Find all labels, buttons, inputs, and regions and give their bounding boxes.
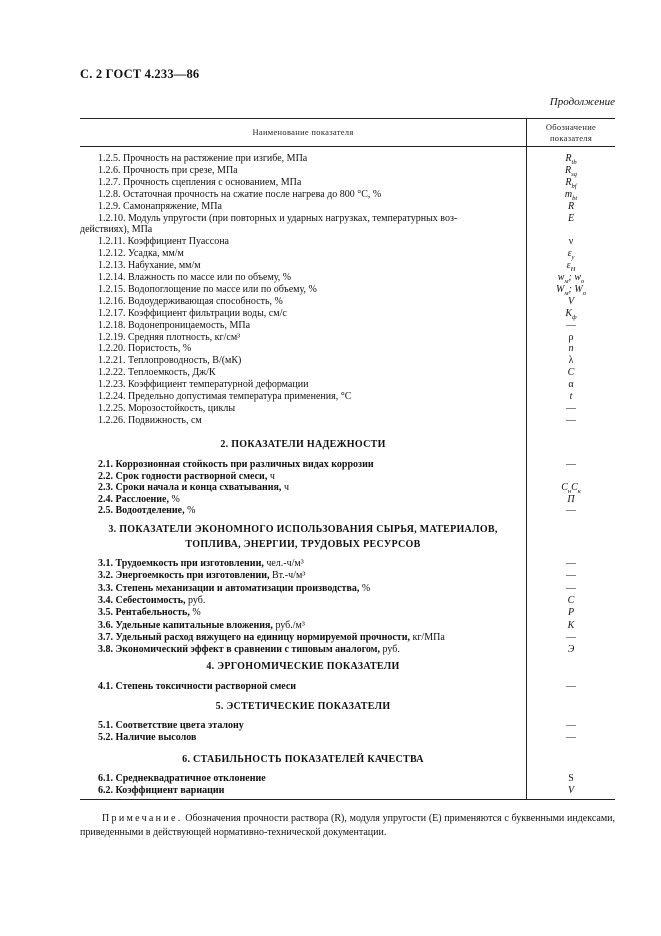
row-label: Наличие высолов	[113, 732, 197, 743]
table-row	[80, 343, 526, 355]
row-label: Экономический эффект в сравнении с типовым аналогом,	[113, 644, 380, 656]
row-unit: руб./м³	[272, 619, 305, 631]
table-row	[80, 153, 526, 165]
row-number: 1.2.13.	[98, 260, 126, 272]
table-row	[80, 260, 526, 272]
row-number: 2.4.	[98, 493, 113, 505]
row-number: 6.2.	[98, 785, 113, 796]
row-label: Средняя плотность, кг/см³	[125, 331, 241, 343]
row-label: Теплопроводность, В/(мК)	[125, 355, 242, 367]
row-symbol: $R_{tb}$	[565, 153, 577, 166]
row-number: 3.4.	[98, 594, 113, 606]
table-row	[80, 284, 526, 296]
row-number: 1.2.24.	[98, 391, 126, 402]
column-header-symbol-2: показателя	[549, 133, 593, 143]
page-header: С. 2 ГОСТ 4.233—86	[80, 67, 200, 81]
row-number: 1.2.17.	[98, 307, 126, 319]
row-number: 1.2.10.	[98, 212, 126, 224]
row-symbol: п	[568, 343, 574, 355]
row-unit: руб.	[380, 644, 400, 656]
row-symbol: $\varepsilon_H$	[566, 260, 576, 274]
section-6-title: 6. СТАБИЛЬНОСТЬ ПОКАЗАТЕЛЕЙ КАЧЕСТВА	[182, 754, 424, 765]
row-symbol: —	[566, 570, 576, 582]
row-label: Трудоемкость при изготовлении,	[113, 558, 264, 569]
table-note	[80, 812, 615, 840]
row-label: Модуль упругости (при повторных и ударных нагрузках, температурных воз-	[125, 212, 458, 224]
table-row	[80, 459, 526, 471]
row-label: Соответствие цвета эталону	[113, 720, 244, 731]
table-row	[80, 165, 526, 177]
row-number: 1.2.23.	[98, 379, 126, 391]
row-unit: %	[184, 505, 196, 516]
table-row	[80, 213, 526, 225]
row-symbol: —	[566, 414, 576, 426]
row-number: 2.3.	[98, 482, 113, 493]
table-row	[80, 403, 526, 415]
row-symbol: V	[567, 785, 575, 796]
table-row	[80, 558, 526, 570]
row-label: Расслоение,	[113, 493, 169, 505]
row-number: 5.1.	[98, 720, 113, 731]
row-label: Коррозионная стойкость при различных видах коррозии	[113, 459, 374, 470]
row-number: 3.7.	[98, 631, 113, 643]
row-number: 1.2.19.	[98, 331, 126, 343]
row-unit: чел.-ч/м³	[263, 558, 304, 569]
row-label: Удельные капитальные вложения,	[113, 619, 273, 631]
row-number: 1.2.7.	[98, 176, 121, 188]
table-row	[80, 644, 526, 656]
row-unit: %	[359, 582, 371, 594]
table-row	[80, 272, 526, 284]
table-row	[80, 332, 526, 344]
table-row	[80, 505, 526, 517]
row-label: Прочность при срезе, МПа	[120, 164, 238, 176]
table-row	[80, 482, 526, 494]
row-number: 1.2.26.	[98, 414, 126, 426]
row-label: Водопоглощение по массе или по объему, %	[125, 283, 317, 295]
table-header-rule	[80, 146, 615, 147]
table-row	[80, 391, 526, 403]
row-number: 1.2.21.	[98, 355, 126, 367]
row-label: Коэффициент Пуассона	[125, 236, 229, 248]
table-row	[80, 248, 526, 260]
row-unit: Вт.-ч/м³	[269, 570, 306, 582]
row-label: Удельный расход вяжущего на единицу нормируемой прочности,	[113, 631, 410, 643]
row-unit: %	[169, 493, 180, 505]
table-row	[80, 570, 526, 582]
row-number: 1.2.8.	[98, 188, 121, 200]
row-symbol: t	[569, 391, 573, 402]
table-row	[80, 494, 526, 506]
column-header-symbol-1: Обозначение	[545, 122, 597, 132]
row-label: Морозостойкость, циклы	[125, 402, 236, 414]
column-header-name: Наименование показателя	[252, 127, 354, 137]
table-row	[80, 367, 526, 379]
row-label: Сроки начала и конца схватывания,	[113, 482, 282, 493]
row-label: Коэффициент фильтрации воды, см/с	[125, 307, 287, 319]
row-symbol: —	[566, 681, 576, 692]
row-label: Степень механизации и автоматизации производства,	[113, 582, 360, 594]
row-label: Прочность сцепления с основанием, МПа	[120, 176, 302, 188]
row-symbol: —	[566, 402, 576, 414]
table-row	[80, 296, 526, 308]
table-row	[80, 379, 526, 391]
row-label: Самонапряжение, МПа	[120, 200, 222, 212]
row-symbol: $R_{sq}$	[565, 164, 577, 178]
row-unit: кг/МПа	[409, 631, 445, 643]
row-symbol: $w_м$; $w_о$	[557, 272, 585, 285]
row-symbol: E	[567, 212, 575, 224]
row-symbol: $\varepsilon_y$	[567, 248, 575, 262]
row-symbol: C	[567, 367, 575, 379]
row-symbol: R	[567, 200, 575, 212]
row-number: 2.2.	[98, 470, 113, 482]
row-number: 1.2.15.	[98, 283, 126, 295]
section-5-title: 5. ЭСТЕТИЧЕСКИЕ ПОКАЗАТЕЛИ	[215, 701, 391, 712]
row-symbol: —	[566, 631, 576, 643]
table-row	[80, 201, 526, 213]
row-symbol: C	[567, 594, 575, 606]
row-unit: ч	[281, 482, 289, 493]
table-row	[80, 355, 526, 367]
table-row	[80, 785, 526, 797]
row-number: 1.2.12.	[98, 248, 126, 260]
table-row	[80, 620, 526, 632]
row-number: 1.2.20.	[98, 343, 126, 355]
row-label: Теплоемкость, Дж/К	[125, 367, 216, 379]
row-label: Среднеквадратичное отклонение	[113, 773, 266, 784]
table-row	[80, 236, 526, 248]
table-row	[80, 773, 526, 785]
row-symbol: $m_{bt}$	[564, 188, 578, 202]
row-symbol: —	[566, 582, 576, 594]
row-symbol: S	[568, 773, 574, 784]
row-number: 3.6.	[98, 619, 113, 631]
row-label: Остаточная прочность на сжатие после нагрева до 800 °С, %	[120, 188, 382, 200]
section-3-title-line1: 3. ПОКАЗАТЕЛИ ЭКОНОМНОГО ИСПОЛЬЗОВАНИЯ СЫРЬЯ, МАТЕРИАЛОВ,	[108, 524, 498, 535]
row-symbol: α	[568, 379, 574, 391]
continuation-label: Продолжение	[549, 96, 615, 108]
row-number: 1.2.16.	[98, 295, 126, 307]
row-number: 1.2.22.	[98, 367, 126, 379]
row-number: 2.1.	[98, 459, 113, 470]
row-number: 3.1.	[98, 558, 113, 569]
row-number: 1.2.14.	[98, 272, 126, 283]
table-row	[80, 308, 526, 320]
table-row	[80, 320, 526, 332]
row-symbol: Э	[567, 644, 575, 656]
row-number: 6.1.	[98, 773, 113, 784]
row-symbol: —	[566, 732, 576, 743]
row-number: 1.2.6.	[98, 164, 121, 176]
table-row	[80, 583, 526, 595]
table-row	[80, 224, 526, 236]
row-number: 1.2.25.	[98, 402, 126, 414]
row-symbol: ν	[568, 236, 574, 248]
row-symbol: —	[566, 459, 576, 470]
row-symbol: —	[566, 720, 576, 731]
section-4-title: 4. ЭРГОНОМИЧЕСКИЕ ПОКАЗАТЕЛИ	[206, 661, 400, 672]
row-label: Усадка, мм/м	[125, 248, 184, 260]
note-text: Обозначения прочности раствора (R), модуля упругости (E) применяются с буквенными индексами, приведенными в действующей нормативно-технической документации.	[80, 813, 615, 838]
row-label: Предельно допустимая температура применения, °С	[125, 391, 352, 402]
row-label: действиях), МПа	[80, 224, 153, 236]
table-row	[80, 189, 526, 201]
row-label: Пористость, %	[125, 343, 192, 355]
section-3-title-line2: ТОПЛИВА, ЭНЕРГИИ, ТРУДОВЫХ РЕСУРСОВ	[185, 539, 421, 550]
row-number: 1.2.5.	[98, 153, 121, 164]
table-row	[80, 415, 526, 427]
row-symbol: K	[567, 619, 575, 631]
row-label: Водонепроницаемость, МПа	[125, 319, 251, 331]
row-number: 3.3.	[98, 582, 113, 594]
row-symbol: —	[566, 558, 576, 569]
table-row	[80, 595, 526, 607]
row-symbol: П	[567, 493, 575, 505]
row-number: 1.2.11.	[98, 236, 126, 248]
row-number: 5.2.	[98, 732, 113, 743]
row-symbol: —	[566, 319, 576, 331]
row-symbol: V	[567, 295, 575, 307]
row-label: Набухание, мм/м	[125, 260, 201, 272]
row-label: Коэффициент температурной деформации	[125, 379, 309, 391]
row-symbol: λ	[568, 355, 574, 367]
row-number: 3.5.	[98, 607, 113, 619]
row-label: Рентабельность,	[113, 607, 190, 619]
row-label: Водоотделение,	[113, 505, 185, 516]
row-symbol: $R_{bf}$	[565, 176, 577, 190]
row-number: 2.5.	[98, 505, 113, 516]
table-row	[80, 732, 526, 744]
row-number: 3.2.	[98, 570, 113, 582]
row-unit: %	[189, 607, 201, 619]
table-row	[80, 632, 526, 644]
row-number: 3.8.	[98, 644, 113, 656]
row-unit: руб.	[185, 594, 206, 606]
row-number: 1.2.18.	[98, 319, 126, 331]
row-label: Коэффициент вариации	[113, 785, 225, 796]
table-row	[80, 720, 526, 732]
section-2-title: 2. ПОКАЗАТЕЛИ НАДЕЖНОСТИ	[220, 439, 386, 450]
row-symbol: $K_ф$	[565, 307, 577, 321]
table-top-rule	[80, 118, 615, 119]
table-row	[80, 471, 526, 483]
table-row	[80, 607, 526, 619]
row-label: Степень токсичности растворной смеси	[113, 681, 297, 692]
table-row	[80, 681, 526, 693]
indicator-table	[80, 118, 615, 799]
row-label: Водоудерживающая способность, %	[125, 295, 283, 307]
row-number: 1.2.9.	[98, 200, 121, 212]
row-symbol: P	[567, 607, 575, 619]
table-row	[80, 177, 526, 189]
row-label: Срок годности растворной смеси,	[113, 470, 268, 482]
row-symbol: ρ	[568, 331, 574, 343]
table-bottom-rule	[80, 799, 615, 800]
row-label: Влажность по массе или по объему, %	[125, 272, 292, 283]
row-number: 4.1.	[98, 681, 113, 692]
row-symbol: —	[566, 505, 576, 516]
row-symbol: $W_м$; $W_о$	[556, 283, 586, 297]
row-unit: ч	[267, 470, 275, 482]
row-label: Энергоемкость при изготовлении,	[113, 570, 270, 582]
row-label: Прочность на растяжение при изгибе, МПа	[120, 153, 308, 164]
row-label: Себестоимость,	[113, 594, 186, 606]
row-symbol: $C_нC_к$	[561, 482, 581, 495]
note-label: Примечание.	[102, 813, 183, 824]
row-label: Подвижность, см	[125, 414, 202, 426]
